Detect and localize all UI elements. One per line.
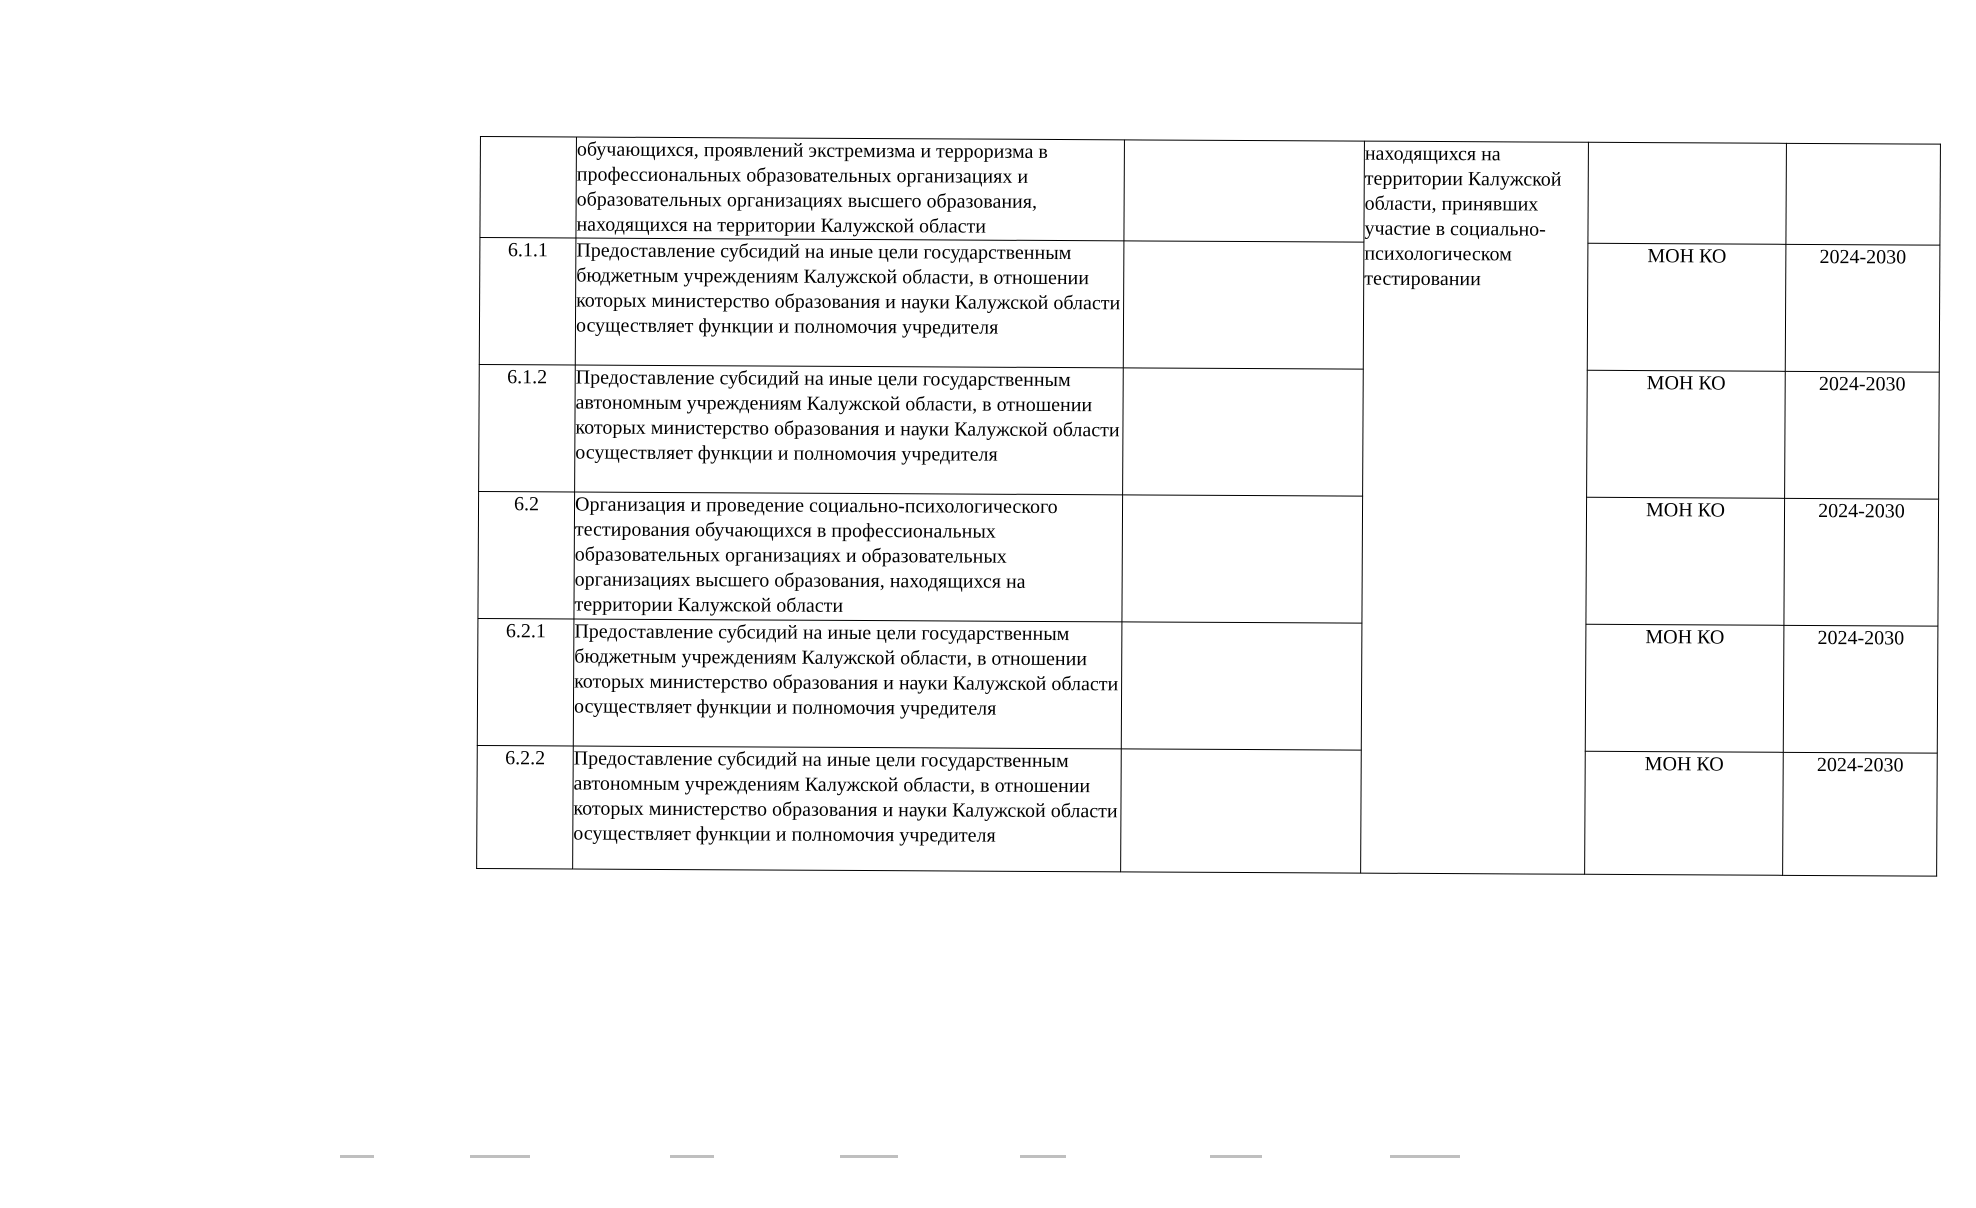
empty-cell [1122, 495, 1363, 623]
empty-cell [1124, 140, 1365, 242]
term-cell [1786, 143, 1941, 245]
term-cell: 2024-2030 [1785, 244, 1940, 372]
scan-artifact [340, 1152, 1540, 1162]
table-row [477, 618, 1938, 753]
table-row [478, 491, 1939, 626]
indicator-cell: находящихся на территории Калужской области, принявших участие в социально-психологическом тестировании [1361, 141, 1589, 874]
table-row [479, 238, 1940, 373]
table-row [480, 137, 1941, 246]
table-row [479, 364, 1940, 499]
term-cell: 2024-2030 [1783, 625, 1938, 753]
measure-description: Организация и проведение социально-психологического тестирования обучающихся в профессиональных образовательных организациях и образовательных организациях высшего образования, находящихся на территории Калужской области [574, 492, 1123, 622]
executor-cell [1588, 142, 1787, 244]
measure-number: 6.1.2 [479, 364, 576, 492]
measure-description: Предоставление субсидий на иные цели государственным бюджетным учреждениям Калужской области, в отношении которых министерство образования и науки Калужской области осуществляет функции и полномочия учредителя [575, 238, 1124, 368]
executor-cell: МОН КО [1587, 243, 1786, 371]
empty-cell [1121, 622, 1362, 750]
executor-cell: МОН КО [1586, 497, 1785, 625]
empty-cell [1123, 241, 1364, 369]
measure-number: 6.2.2 [477, 745, 574, 869]
executor-cell: МОН КО [1585, 751, 1784, 875]
executor-cell: МОН КО [1585, 624, 1784, 752]
measure-description: Предоставление субсидий на иные цели государственным бюджетным учреждениям Калужской области, в отношении которых министерство образования и науки Калужской области осуществляет функции и полномочия учредителя [573, 619, 1122, 749]
measure-number: 6.1.1 [479, 238, 576, 366]
measure-number: 6.2 [478, 491, 575, 619]
measure-description: обучающихся, проявлений экстремизма и терроризма в профессиональных образовательных организациях и образовательных организациях высшего образования, находящихся на территории Калужской области [576, 137, 1125, 241]
empty-cell [1121, 749, 1362, 873]
table-row [477, 745, 1938, 876]
term-cell: 2024-2030 [1785, 371, 1940, 499]
measure-description: Предоставление субсидий на иные цели государственным автономным учреждениям Калужской области, в отношении которых министерство образования и науки Калужской области осуществляет функции и полномочия учредителя [575, 365, 1124, 495]
measure-description: Предоставление субсидий на иные цели государственным автономным учреждениям Калужской области, в отношении которых министерство образования и науки Калужской области осуществляет функции и полномочия учредителя [573, 746, 1122, 872]
measure-number: 6.2.1 [477, 618, 574, 746]
term-cell: 2024-2030 [1784, 498, 1939, 626]
executor-cell: МОН КО [1587, 370, 1786, 498]
measure-number [480, 137, 577, 239]
measures-table [476, 136, 1941, 877]
empty-cell [1123, 368, 1364, 496]
term-cell: 2024-2030 [1783, 752, 1938, 876]
